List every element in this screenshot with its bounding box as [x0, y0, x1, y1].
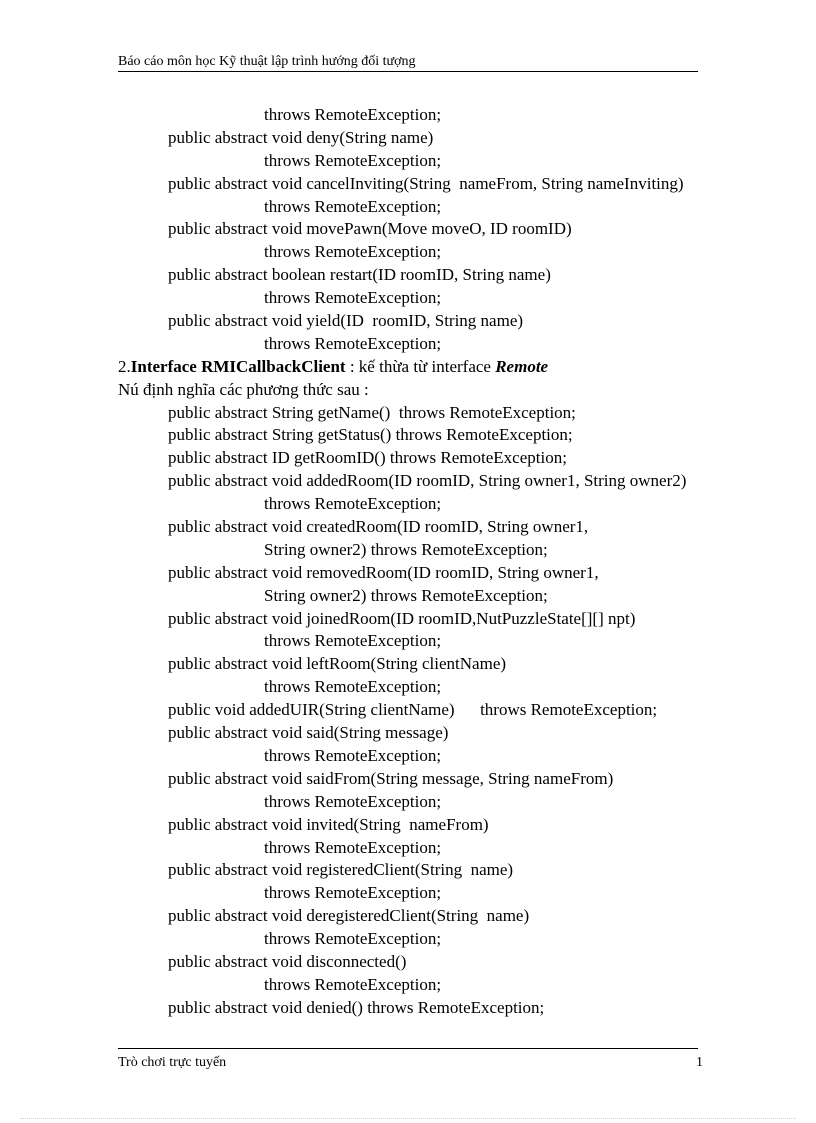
code-block-methods: [118, 402, 758, 1020]
code-line: String owner2) throws RemoteException;: [264, 539, 548, 559]
code-line: String owner2) throws RemoteException;: [264, 585, 548, 605]
code-line: public abstract boolean restart(ID roomID, String name): [168, 265, 551, 285]
code-line: throws RemoteException;: [264, 677, 442, 697]
code-line: public abstract void removedRoom(ID roomID, String owner1,: [168, 562, 599, 582]
code-line: throws RemoteException;: [264, 791, 442, 811]
code-line: public abstract void joinedRoom(ID roomID,NutPuzzleState[][] npt): [168, 608, 636, 628]
section-parent-interface: Remote: [495, 356, 549, 376]
code-line: public abstract void disconnected(): [168, 951, 407, 971]
section-title: Interface RMICallbackClient: [130, 356, 346, 376]
document-body: [118, 104, 758, 1020]
code-line: throws RemoteException;: [264, 196, 442, 216]
code-line: public abstract void addedRoom(ID roomID, String owner1, String owner2): [168, 471, 687, 491]
code-line: public abstract void deregisteredClient(String name): [168, 906, 530, 926]
code-line: public abstract void saidFrom(String message, String nameFrom): [168, 768, 614, 788]
footer-rule: [118, 1048, 698, 1049]
code-line: public abstract String getStatus() throws RemoteException;: [168, 425, 573, 445]
page-edge-divider: [20, 1118, 796, 1119]
footer-title: Trò chơi trực tuyến: [118, 1055, 227, 1070]
code-line: throws RemoteException;: [264, 105, 442, 124]
code-line: public abstract void leftRoom(String clientName): [168, 654, 507, 674]
code-line: public abstract String getName() throws RemoteException;: [168, 402, 576, 422]
code-block-previous: [118, 104, 758, 356]
section-number: 2.: [118, 356, 131, 376]
code-line: public void addedUIR(String clientName) throws RemoteException;: [168, 700, 658, 720]
code-line: throws RemoteException;: [264, 929, 442, 949]
code-line: throws RemoteException;: [264, 974, 442, 994]
code-line: public abstract void denied() throws RemoteException;: [168, 997, 545, 1017]
code-line: public abstract void yield(ID roomID, String name): [168, 311, 524, 331]
code-line: public abstract void deny(String name): [168, 127, 434, 147]
code-line: public abstract void createdRoom(ID roomID, String owner1,: [168, 517, 589, 537]
code-line: public abstract void said(String message): [168, 723, 449, 743]
section-intro: Nú định nghĩa các phương thức sau :: [118, 379, 369, 399]
code-line: throws RemoteException;: [264, 242, 442, 262]
code-line: throws RemoteException;: [264, 631, 442, 651]
code-line: throws RemoteException;: [264, 883, 442, 903]
code-line: throws RemoteException;: [264, 837, 442, 857]
code-line: public abstract ID getRoomID() throws RemoteException;: [168, 448, 567, 468]
code-line: public abstract void movePawn(Move moveO, ID roomID): [168, 219, 572, 239]
section-heading: [118, 356, 758, 379]
code-line: throws RemoteException;: [264, 288, 442, 308]
page-number: 1: [696, 1055, 703, 1070]
code-line: throws RemoteException;: [264, 333, 442, 353]
code-line: throws RemoteException;: [264, 745, 442, 765]
section-middle: : kế thừa từ interface: [345, 356, 496, 376]
code-line: throws RemoteException;: [264, 494, 442, 514]
code-line: public abstract void cancelInviting(String nameFrom, String nameInviting): [168, 173, 684, 193]
code-line: throws RemoteException;: [264, 150, 442, 170]
code-line: public abstract void invited(String nameFrom): [168, 814, 489, 834]
page-header: Báo cáo môn học Kỹ thuật lập trình hướng đối tượng: [118, 53, 698, 72]
code-line: public abstract void registeredClient(String name): [168, 860, 514, 880]
